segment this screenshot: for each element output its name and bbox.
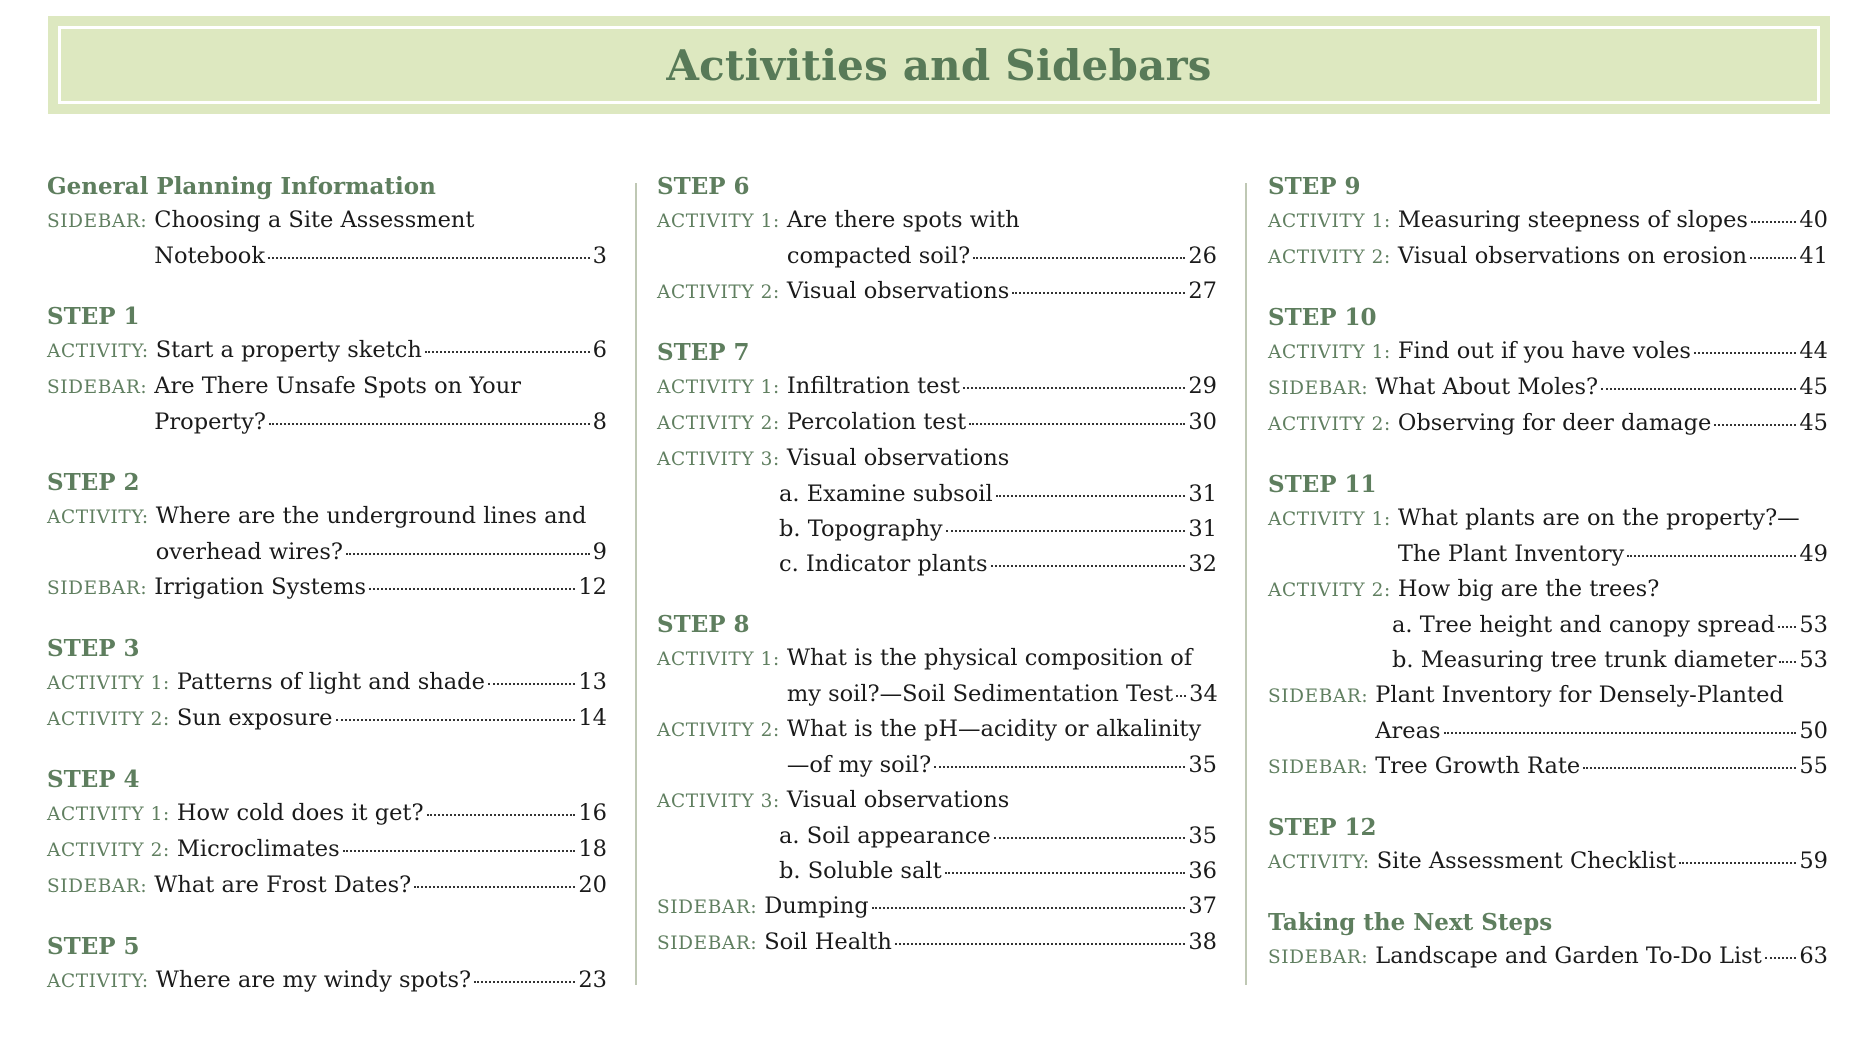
toc-entry[interactable] (1268, 334, 1828, 370)
entry-title: Microclimates (176, 836, 340, 862)
page-number: 37 (1188, 893, 1217, 919)
entry-title: How big are the trees? (1397, 576, 1660, 602)
toc-entry[interactable] (657, 854, 1217, 889)
page-number: 45 (1799, 410, 1828, 436)
entry-type-label: SIDEBAR: (657, 933, 758, 954)
toc-section (47, 170, 607, 274)
entry-title: Property? (154, 409, 266, 435)
entry-type-label: ACTIVITY 1: (1268, 342, 1391, 363)
dot-leader (991, 565, 1186, 567)
entry-title: Where are the underground lines and (155, 503, 587, 529)
toc-section (657, 336, 1217, 582)
entry-type-label: ACTIVITY 1: (1268, 509, 1391, 530)
entry-title: What About Moles? (1375, 374, 1599, 400)
toc-entry-line (47, 333, 607, 369)
entry-title: overhead wires? (155, 539, 343, 565)
toc-entry[interactable] (1268, 203, 1828, 239)
entry-title: Are there spots with (786, 207, 1020, 233)
entry-type-label: ACTIVITY 1: (1268, 211, 1391, 232)
column-divider (1245, 183, 1247, 985)
page-number: 41 (1799, 243, 1828, 269)
page-number: 13 (578, 669, 607, 695)
toc-section (1268, 468, 1828, 785)
toc-entry[interactable] (657, 712, 1217, 783)
toc-entry-line (1268, 239, 1828, 275)
toc-entry-line (657, 274, 1217, 310)
dot-leader (934, 766, 1185, 768)
toc-section (1268, 811, 1828, 880)
page-number: 55 (1799, 753, 1828, 779)
section-heading: STEP 9 (1268, 173, 1361, 200)
entry-type-label: ACTIVITY 2: (47, 840, 170, 861)
section-heading: STEP 10 (1268, 304, 1377, 331)
entry-title: Choosing a Site Assessment (154, 207, 475, 233)
toc-entry[interactable] (47, 832, 607, 868)
dot-leader (1751, 221, 1796, 223)
toc-entry[interactable] (657, 369, 1217, 405)
page-number: 18 (578, 836, 607, 862)
toc-entry-line (657, 677, 1217, 712)
entry-type-label: SIDEBAR: (657, 897, 758, 918)
page-number: 53 (1799, 647, 1828, 673)
entry-type-label: SIDEBAR: (1268, 378, 1369, 399)
entry-type-label: ACTIVITY 1: (47, 673, 170, 694)
entry-type-label: ACTIVITY: (47, 507, 149, 528)
toc-entry-line (1268, 537, 1828, 572)
toc-column-1 (47, 170, 607, 1025)
toc-entry-line (47, 570, 607, 606)
entry-title: b. Soluble salt (779, 858, 942, 884)
entry-title: a. Soil appearance (779, 823, 991, 849)
toc-entry[interactable] (47, 570, 607, 606)
page-number: 50 (1799, 718, 1828, 744)
entry-title: my soil?—Soil Sedimentation Test (786, 681, 1174, 707)
entry-type-label: ACTIVITY 2: (657, 413, 780, 434)
toc-entry[interactable] (657, 203, 1217, 274)
entry-type-label: ACTIVITY: (47, 971, 149, 992)
toc-entry-line (657, 641, 1217, 677)
toc-entry[interactable] (47, 203, 607, 274)
page-number: 29 (1188, 373, 1217, 399)
toc-entry-line (1268, 749, 1828, 785)
toc-entry[interactable] (47, 796, 607, 832)
toc-entry-line (1268, 678, 1828, 714)
entry-title: Visual observations on erosion (1397, 243, 1747, 269)
toc-column-2 (657, 170, 1217, 987)
entry-title: What is the pH—acidity or alkalinity (786, 716, 1202, 742)
section-heading: STEP 5 (47, 933, 140, 960)
toc-entry-line (657, 712, 1217, 748)
toc-entry[interactable] (1268, 678, 1828, 749)
title-banner-frame (58, 26, 1820, 104)
toc-entry[interactable] (1268, 643, 1828, 678)
page-number: 45 (1799, 374, 1828, 400)
entry-title: b. Measuring tree trunk diameter (1392, 647, 1777, 673)
toc-entry-line (47, 405, 607, 440)
toc-entry-line (47, 239, 607, 274)
toc-entry[interactable] (1268, 939, 1828, 975)
toc-entry-line (1268, 844, 1828, 880)
toc-entry[interactable] (657, 547, 1217, 582)
toc-entry-line (47, 499, 607, 535)
toc-entry[interactable] (1268, 370, 1828, 406)
page-number: 12 (578, 574, 607, 600)
toc-entry-line (47, 963, 607, 999)
toc-section (1268, 301, 1828, 442)
toc-entry[interactable] (657, 512, 1217, 547)
toc-entry[interactable] (657, 641, 1217, 712)
page-number: 14 (578, 705, 607, 731)
entry-title: Tree Growth Rate (1375, 753, 1581, 779)
dot-leader (343, 850, 576, 852)
dot-leader (1601, 388, 1796, 390)
entry-title: What is the physical composition of (786, 645, 1193, 671)
toc-entry-line (1268, 370, 1828, 406)
entry-title: Landscape and Garden To-Do List (1375, 943, 1762, 969)
toc-entry[interactable] (47, 499, 607, 570)
page-number: 40 (1799, 207, 1828, 233)
page-number: 35 (1188, 823, 1217, 849)
dot-leader (1779, 661, 1796, 663)
entry-title: Infiltration test (786, 373, 961, 399)
toc-entry[interactable] (657, 441, 1217, 477)
entry-title: Measuring steepness of slopes (1397, 207, 1748, 233)
dot-leader (1679, 862, 1796, 864)
toc-entry[interactable] (657, 889, 1217, 925)
entry-title: Site Assessment Checklist (1376, 848, 1677, 874)
page-number: 34 (1189, 681, 1218, 707)
toc-entry-line (1268, 572, 1828, 608)
entry-type-label: ACTIVITY: (1268, 852, 1370, 873)
toc-section (47, 930, 607, 999)
page-number: 3 (592, 243, 607, 269)
toc-entry-line (657, 889, 1217, 925)
toc-entry[interactable] (657, 405, 1217, 441)
page-number: 31 (1188, 516, 1217, 542)
section-heading: STEP 7 (657, 339, 750, 366)
entry-title: compacted soil? (786, 243, 971, 269)
entry-type-label: SIDEBAR: (1268, 686, 1369, 707)
entry-type-label: SIDEBAR: (1268, 757, 1369, 778)
entry-title: Visual observations (786, 278, 1010, 304)
page-number: 32 (1188, 551, 1217, 577)
entry-type-label: ACTIVITY 1: (657, 211, 780, 232)
toc-entry-line (47, 535, 607, 570)
toc-entry-line (47, 796, 607, 832)
toc-entry-line (1268, 643, 1828, 678)
entry-type-label: ACTIVITY 1: (657, 377, 780, 398)
page-number: 30 (1188, 409, 1217, 435)
dot-leader (1627, 555, 1796, 557)
section-heading: General Planning Information (47, 173, 436, 200)
entry-title: Percolation test (786, 409, 967, 435)
toc-entry-line (657, 477, 1217, 512)
entry-type-label: ACTIVITY 2: (47, 709, 170, 730)
toc-section (47, 632, 607, 737)
entry-title: Sun exposure (176, 705, 333, 731)
page-number: 38 (1188, 929, 1217, 955)
dot-leader (1714, 424, 1796, 426)
page-title: Activities and Sidebars (666, 40, 1212, 90)
entry-title: Where are my windy spots? (155, 967, 472, 993)
dot-leader (1694, 352, 1796, 354)
section-heading: STEP 2 (47, 469, 140, 496)
dot-leader (996, 495, 1186, 497)
toc-entry[interactable] (1268, 239, 1828, 275)
dot-leader (1444, 732, 1797, 734)
toc-entry[interactable] (657, 783, 1217, 819)
toc-entry[interactable] (1268, 406, 1828, 442)
toc-column-3 (1268, 170, 1828, 1001)
toc-section (1268, 170, 1828, 275)
section-heading: STEP 3 (47, 635, 140, 662)
page-number: 59 (1799, 848, 1828, 874)
page-number: 23 (578, 967, 607, 993)
entry-title: Areas (1375, 718, 1441, 744)
entry-title: a. Examine subsoil (779, 481, 993, 507)
dot-leader (994, 837, 1186, 839)
dot-leader (269, 423, 590, 425)
toc-entry-line (1268, 608, 1828, 643)
entry-title: —of my soil? (786, 752, 932, 778)
entry-type-label: SIDEBAR: (47, 377, 148, 398)
toc-section (657, 608, 1217, 961)
dot-leader (346, 553, 590, 555)
entry-title: Are There Unsafe Spots on Your (154, 373, 521, 399)
entry-title: Soil Health (764, 929, 892, 955)
entry-title: Dumping (764, 893, 869, 919)
toc-entry[interactable] (1268, 572, 1828, 608)
dot-leader (427, 814, 576, 816)
page-number: 16 (578, 800, 607, 826)
entry-type-label: SIDEBAR: (47, 876, 148, 897)
toc-entry[interactable] (1268, 749, 1828, 785)
entry-type-label: ACTIVITY 2: (657, 282, 780, 303)
toc-entry-line (657, 547, 1217, 582)
toc-entry-line (657, 441, 1217, 477)
entry-type-label: SIDEBAR: (1268, 947, 1369, 968)
dot-leader (474, 981, 575, 983)
entry-type-label: ACTIVITY: (47, 341, 149, 362)
column-divider (635, 183, 637, 985)
toc-section (657, 170, 1217, 310)
section-heading: STEP 4 (47, 766, 140, 793)
toc-entry-line (47, 832, 607, 868)
toc-entry-line (47, 665, 607, 701)
toc-entry[interactable] (657, 477, 1217, 512)
toc-entry-line (657, 925, 1217, 961)
toc-entry-line (47, 701, 607, 737)
entry-type-label: ACTIVITY 1: (657, 649, 780, 670)
dot-leader (973, 257, 1185, 259)
page-number: 9 (592, 539, 607, 565)
toc-entry[interactable] (47, 369, 607, 440)
page-number: 31 (1188, 481, 1217, 507)
entry-type-label: ACTIVITY 2: (657, 720, 780, 741)
toc-entry[interactable] (47, 701, 607, 737)
toc-entry-line (1268, 714, 1828, 749)
entry-title: b. Topography (779, 516, 943, 542)
toc-entry-line (657, 512, 1217, 547)
toc-entry-line (1268, 334, 1828, 370)
page-number: 44 (1799, 338, 1828, 364)
toc-entry-line (657, 819, 1217, 854)
toc-entry-line (1268, 939, 1828, 975)
entry-title: a. Tree height and canopy spread (1392, 612, 1775, 638)
entry-type-label: ACTIVITY 1: (47, 804, 170, 825)
toc-entry-line (47, 203, 607, 239)
toc-entry-line (1268, 203, 1828, 239)
dot-leader (963, 387, 1185, 389)
dot-leader (945, 872, 1186, 874)
toc-entry-line (657, 748, 1217, 783)
entry-title: Notebook (154, 243, 265, 269)
toc-entry-line (1268, 501, 1828, 537)
page-number: 53 (1799, 612, 1828, 638)
toc-entry[interactable] (47, 963, 607, 999)
toc-section (47, 466, 607, 606)
entry-type-label: ACTIVITY 3: (657, 449, 780, 470)
page-number: 26 (1188, 243, 1217, 269)
entry-title: What are Frost Dates? (154, 872, 412, 898)
entry-title: How cold does it get? (176, 800, 424, 826)
toc-section (47, 300, 607, 440)
entry-title: Visual observations (786, 445, 1010, 471)
toc-entry[interactable] (1268, 844, 1828, 880)
toc-entry[interactable] (657, 925, 1217, 961)
page-number: 49 (1799, 541, 1828, 567)
toc-entry-line (657, 783, 1217, 819)
dot-leader (946, 530, 1186, 532)
entry-type-label: SIDEBAR: (47, 211, 148, 232)
dot-leader (488, 683, 575, 685)
entry-title: Start a property sketch (155, 337, 422, 363)
toc-entry[interactable] (657, 274, 1217, 310)
toc-entry[interactable] (47, 333, 607, 369)
toc-entry[interactable] (1268, 501, 1828, 572)
section-heading: Taking the Next Steps (1268, 909, 1553, 936)
dot-leader (1176, 695, 1186, 697)
entry-title: Patterns of light and shade (176, 669, 485, 695)
entry-title: Find out if you have voles (1397, 338, 1691, 364)
dot-leader (872, 907, 1186, 909)
page-number: 63 (1799, 943, 1828, 969)
section-heading: STEP 8 (657, 611, 750, 638)
page-number: 20 (578, 872, 607, 898)
toc-entry[interactable] (47, 868, 607, 904)
section-heading: STEP 6 (657, 173, 750, 200)
toc-entry-line (657, 369, 1217, 405)
toc-entry-line (657, 405, 1217, 441)
toc-entry-line (1268, 406, 1828, 442)
toc-entry-line (657, 854, 1217, 889)
toc-entry-line (657, 239, 1217, 274)
dot-leader (425, 351, 590, 353)
page-number: 36 (1188, 858, 1217, 884)
dot-leader (969, 423, 1185, 425)
dot-leader (1750, 257, 1796, 259)
entry-title: Visual observations (786, 787, 1010, 813)
toc-entry-line (657, 203, 1217, 239)
toc-entry[interactable] (1268, 608, 1828, 643)
dot-leader (414, 886, 575, 888)
entry-title: What plants are on the property?— (1397, 505, 1800, 531)
dot-leader (1778, 626, 1796, 628)
section-heading: STEP 1 (47, 303, 140, 330)
toc-section (1268, 906, 1828, 975)
dot-leader (1012, 292, 1185, 294)
entry-type-label: ACTIVITY 2: (1268, 247, 1391, 268)
entry-type-label: ACTIVITY 3: (657, 791, 780, 812)
toc-entry[interactable] (657, 819, 1217, 854)
page-number: 8 (592, 409, 607, 435)
toc-entry-line (47, 868, 607, 904)
entry-title: Plant Inventory for Densely-Planted (1375, 682, 1784, 708)
toc-section (47, 763, 607, 904)
dot-leader (1583, 767, 1796, 769)
entry-type-label: SIDEBAR: (47, 578, 148, 599)
entry-title: Irrigation Systems (154, 574, 367, 600)
page-number: 27 (1188, 278, 1217, 304)
section-heading: STEP 12 (1268, 814, 1377, 841)
dot-leader (1765, 957, 1797, 959)
entry-title: The Plant Inventory (1397, 541, 1625, 567)
entry-type-label: ACTIVITY 2: (1268, 414, 1391, 435)
entry-title: Observing for deer damage (1397, 410, 1712, 436)
dot-leader (369, 588, 575, 590)
entry-type-label: ACTIVITY 2: (1268, 580, 1391, 601)
page-number: 35 (1188, 752, 1217, 778)
section-heading: STEP 11 (1268, 471, 1377, 498)
entry-title: c. Indicator plants (779, 551, 988, 577)
page-number: 6 (592, 337, 607, 363)
dot-leader (336, 719, 576, 721)
toc-entry[interactable] (47, 665, 607, 701)
title-banner (48, 16, 1830, 114)
dot-leader (895, 943, 1186, 945)
toc-entry-line (47, 369, 607, 405)
dot-leader (268, 257, 590, 259)
